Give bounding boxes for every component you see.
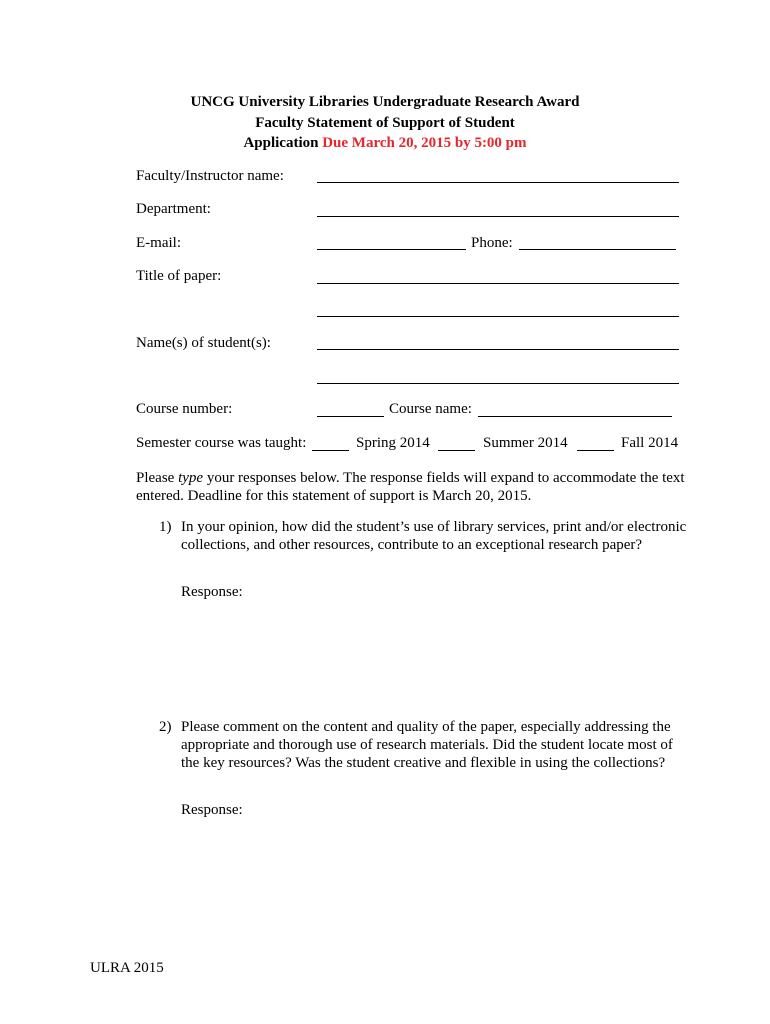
footer-label: ULRA 2015	[90, 960, 164, 976]
application-deadline-line	[0, 133, 770, 154]
department-field[interactable]	[317, 216, 679, 217]
student-names-field-line2[interactable]	[317, 383, 679, 384]
question-1-number: 1)	[159, 519, 172, 535]
semester-label: Semester course was taught:	[136, 435, 307, 451]
form-header	[0, 92, 770, 154]
course-number-field[interactable]	[317, 416, 384, 417]
summer-2014-blank[interactable]	[438, 450, 475, 451]
course-name-label: Course name:	[389, 401, 472, 417]
department-label: Department:	[136, 201, 211, 217]
instructions-paragraph	[136, 469, 696, 505]
phone-label: Phone:	[471, 235, 513, 251]
form-subtitle: Faculty Statement of Support of Student	[255, 114, 515, 131]
question-2-number: 2)	[159, 719, 172, 735]
spring-2014-blank[interactable]	[312, 450, 349, 451]
paper-title-field-line2[interactable]	[317, 316, 679, 317]
paper-title-label: Title of paper:	[136, 268, 222, 284]
due-date-text: Due March 20, 2015 by 5:00 pm	[322, 135, 527, 151]
instructions-text-end: your responses below. The response fields will expand to accommodate the text entered. Deadline for this statement of support is March 20, 2015.	[136, 470, 685, 504]
summer-2014-option: Summer 2014	[483, 435, 568, 451]
paper-title-field[interactable]	[317, 283, 679, 284]
student-names-field[interactable]	[317, 349, 679, 350]
phone-field[interactable]	[519, 249, 676, 250]
email-label: E-mail:	[136, 235, 181, 251]
question-2	[159, 718, 691, 772]
spring-2014-option: Spring 2014	[356, 435, 430, 451]
student-names-label: Name(s) of student(s):	[136, 335, 271, 351]
fall-2014-option: Fall 2014	[621, 435, 679, 451]
instructions-text-start: Please	[136, 470, 179, 486]
fall-2014-blank[interactable]	[577, 450, 614, 451]
faculty-name-label: Faculty/Instructor name:	[136, 168, 284, 184]
instructions-emphasis: type	[178, 470, 204, 486]
question-2-text: Please comment on the content and quality of the paper, especially addressing the appropriate and thorough use of research materials. Did the student locate most of the key resources? Was the student creative and flexible in using the collections?	[181, 719, 673, 771]
application-label: Application	[243, 135, 323, 151]
course-name-field[interactable]	[478, 416, 672, 417]
faculty-name-field[interactable]	[317, 182, 679, 183]
email-field[interactable]	[317, 249, 466, 250]
award-title: UNCG University Libraries Undergraduate Research Award	[190, 94, 580, 110]
question-1-text: In your opinion, how did the student’s use of library services, print and/or electronic collections, and other resources, contribute to an exceptional research paper?	[181, 519, 687, 553]
question-1-response-label: Response:	[181, 584, 243, 600]
question-2-response-label: Response:	[181, 802, 243, 818]
course-number-label: Course number:	[136, 401, 233, 417]
question-1	[159, 518, 691, 554]
